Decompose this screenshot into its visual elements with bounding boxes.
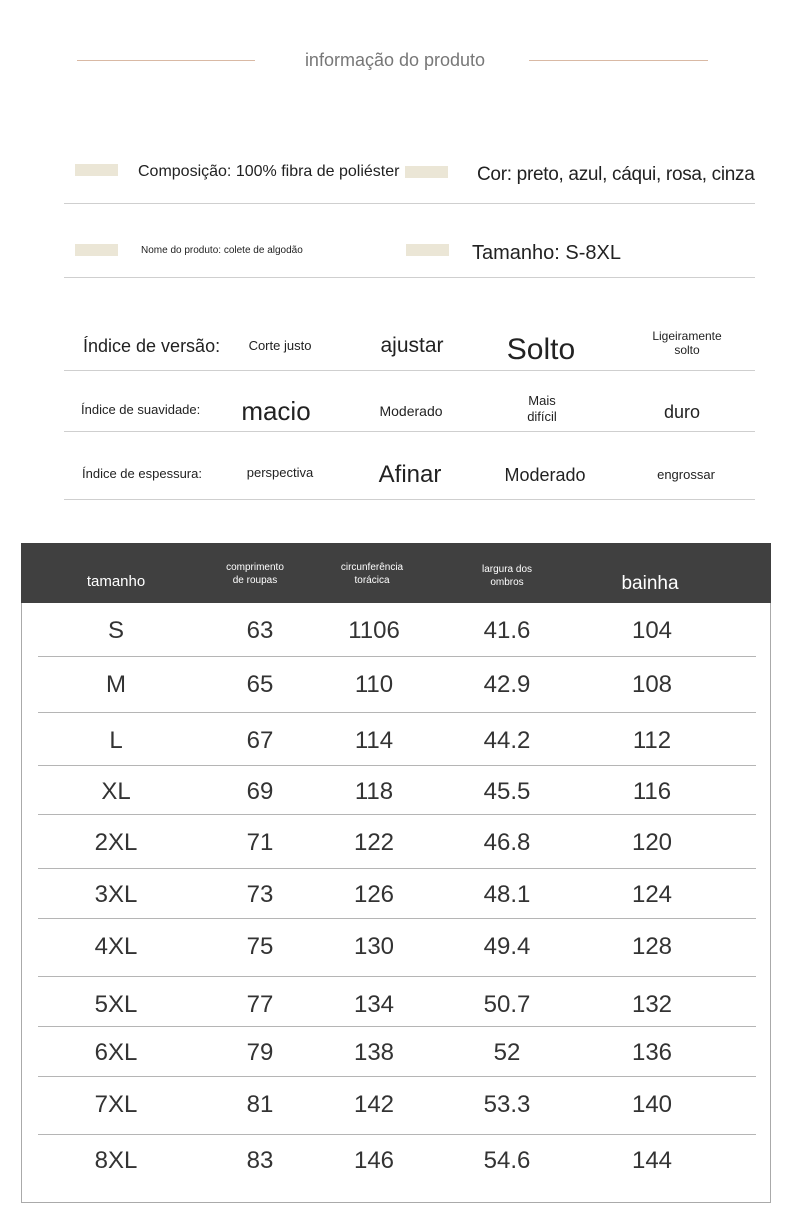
- index-divider-3: [64, 499, 755, 500]
- cell-size: S: [107, 617, 124, 644]
- version-option-ligeiramente-solto: Ligeiramente solto: [652, 329, 722, 358]
- product-name-swatch: [75, 244, 118, 256]
- thickness-option-perspectiva: perspectiva: [246, 465, 314, 480]
- cell-size: 2XL: [94, 829, 138, 856]
- cell-comprimento: 71: [246, 829, 274, 856]
- cell-bainha: 112: [632, 727, 672, 754]
- cell-largura: 48.1: [483, 881, 531, 908]
- title-divider-right: [529, 60, 708, 61]
- cell-bainha: 136: [631, 1039, 673, 1066]
- cell-comprimento: 83: [246, 1147, 274, 1174]
- cell-largura: 54.6: [483, 1147, 531, 1174]
- cell-comprimento: 63: [246, 617, 274, 644]
- header-bainha: bainha: [621, 573, 679, 594]
- cell-circunferencia: 114: [354, 727, 394, 754]
- cell-largura: 44.2: [483, 727, 531, 754]
- table-row: [38, 1027, 756, 1077]
- cell-circunferencia: 122: [353, 829, 395, 856]
- cell-comprimento: 69: [246, 778, 274, 805]
- cell-bainha: 116: [632, 778, 672, 805]
- version-index-label: Índice de versão:: [83, 336, 221, 356]
- cell-size: 7XL: [94, 1091, 138, 1118]
- version-option-corte-justo: Corte justo: [248, 338, 312, 353]
- softness-option-duro: duro: [663, 402, 701, 422]
- cell-circunferencia: 1106: [348, 617, 400, 644]
- thickness-option-afinar: Afinar: [378, 461, 442, 488]
- cell-comprimento: 77: [246, 991, 274, 1018]
- table-row: [38, 603, 756, 657]
- softness-option-moderado: Moderado: [379, 403, 443, 419]
- cell-comprimento: 81: [246, 1091, 274, 1118]
- cell-circunferencia: 142: [353, 1091, 395, 1118]
- cell-comprimento: 73: [246, 881, 274, 908]
- color-text: Cor: preto, azul, cáqui, rosa, cinza: [477, 164, 755, 185]
- product-name-text: Nome do produto: colete de algodão: [141, 245, 303, 256]
- cell-size: 4XL: [94, 933, 138, 960]
- size-swatch: [406, 244, 449, 256]
- cell-largura: 41.6: [483, 617, 531, 644]
- cell-bainha: 108: [631, 671, 673, 698]
- cell-comprimento: 79: [246, 1039, 274, 1066]
- cell-comprimento: 67: [246, 727, 274, 754]
- cell-bainha: 132: [631, 991, 673, 1018]
- cell-bainha: 140: [631, 1091, 673, 1118]
- softness-option-mais-dificil: Mais difícil: [527, 393, 557, 424]
- cell-bainha: 120: [631, 829, 673, 856]
- header-tamanho: tamanho: [86, 573, 146, 590]
- cell-size: L: [109, 727, 123, 754]
- cell-comprimento: 75: [246, 933, 274, 960]
- version-option-ajustar: ajustar: [380, 334, 444, 357]
- header-comprimento: comprimento de roupas: [226, 562, 284, 586]
- table-row: [38, 815, 756, 869]
- thickness-option-engrossar: engrossar: [657, 467, 715, 482]
- color-swatch: [405, 166, 448, 178]
- cell-largura: 46.8: [483, 829, 531, 856]
- cell-largura: 45.5: [483, 778, 531, 805]
- table-row: [38, 713, 756, 766]
- cell-size: XL: [101, 778, 131, 805]
- cell-size: 8XL: [94, 1147, 138, 1174]
- info-divider-1: [64, 203, 755, 204]
- cell-bainha: 124: [631, 881, 673, 908]
- info-divider-2: [64, 277, 755, 278]
- cell-comprimento: 65: [246, 671, 274, 698]
- cell-circunferencia: 126: [353, 881, 395, 908]
- cell-circunferencia: 134: [353, 991, 395, 1018]
- cell-bainha: 144: [631, 1147, 673, 1174]
- cell-largura: 52: [493, 1039, 521, 1066]
- header-largura: largura dos ombros: [481, 564, 533, 588]
- cell-circunferencia: 118: [354, 778, 394, 805]
- index-divider-1: [64, 370, 755, 371]
- table-row: [38, 1135, 756, 1193]
- table-row: [38, 766, 756, 815]
- cell-bainha: 128: [631, 933, 673, 960]
- cell-bainha: 104: [631, 617, 673, 644]
- cell-circunferencia: 138: [353, 1039, 395, 1066]
- index-divider-2: [64, 431, 755, 432]
- size-text: Tamanho: S-8XL: [472, 242, 621, 264]
- composition-swatch: [75, 164, 118, 176]
- cell-size: 6XL: [94, 1039, 138, 1066]
- cell-circunferencia: 130: [353, 933, 395, 960]
- title-divider-left: [77, 60, 255, 61]
- cell-largura: 53.3: [483, 1091, 531, 1118]
- version-option-solto: Solto: [506, 333, 576, 366]
- table-row: [38, 1077, 756, 1135]
- size-table-header: [21, 543, 771, 603]
- softness-option-macio: macio: [241, 396, 311, 426]
- cell-largura: 49.4: [483, 933, 531, 960]
- cell-size: M: [106, 671, 126, 698]
- thickness-option-moderado: Moderado: [504, 465, 586, 485]
- table-row: [38, 657, 756, 713]
- cell-circunferencia: 110: [354, 671, 394, 698]
- cell-circunferencia: 146: [353, 1147, 395, 1174]
- section-title: informação do produto: [304, 50, 486, 70]
- thickness-index-label: Índice de espessura:: [82, 466, 202, 481]
- table-row: [38, 977, 756, 1027]
- cell-size: 3XL: [94, 881, 138, 908]
- header-circunferencia: circunferência torácica: [340, 562, 404, 586]
- size-table-body: [21, 603, 771, 1203]
- table-row: [38, 919, 756, 977]
- cell-largura: 50.7: [483, 991, 531, 1018]
- softness-index-label: Índice de suavidade:: [81, 402, 201, 417]
- cell-size: 5XL: [94, 991, 138, 1018]
- composition-text: Composição: 100% fibra de poliéster: [138, 163, 400, 180]
- cell-largura: 42.9: [483, 671, 531, 698]
- table-row: [38, 869, 756, 919]
